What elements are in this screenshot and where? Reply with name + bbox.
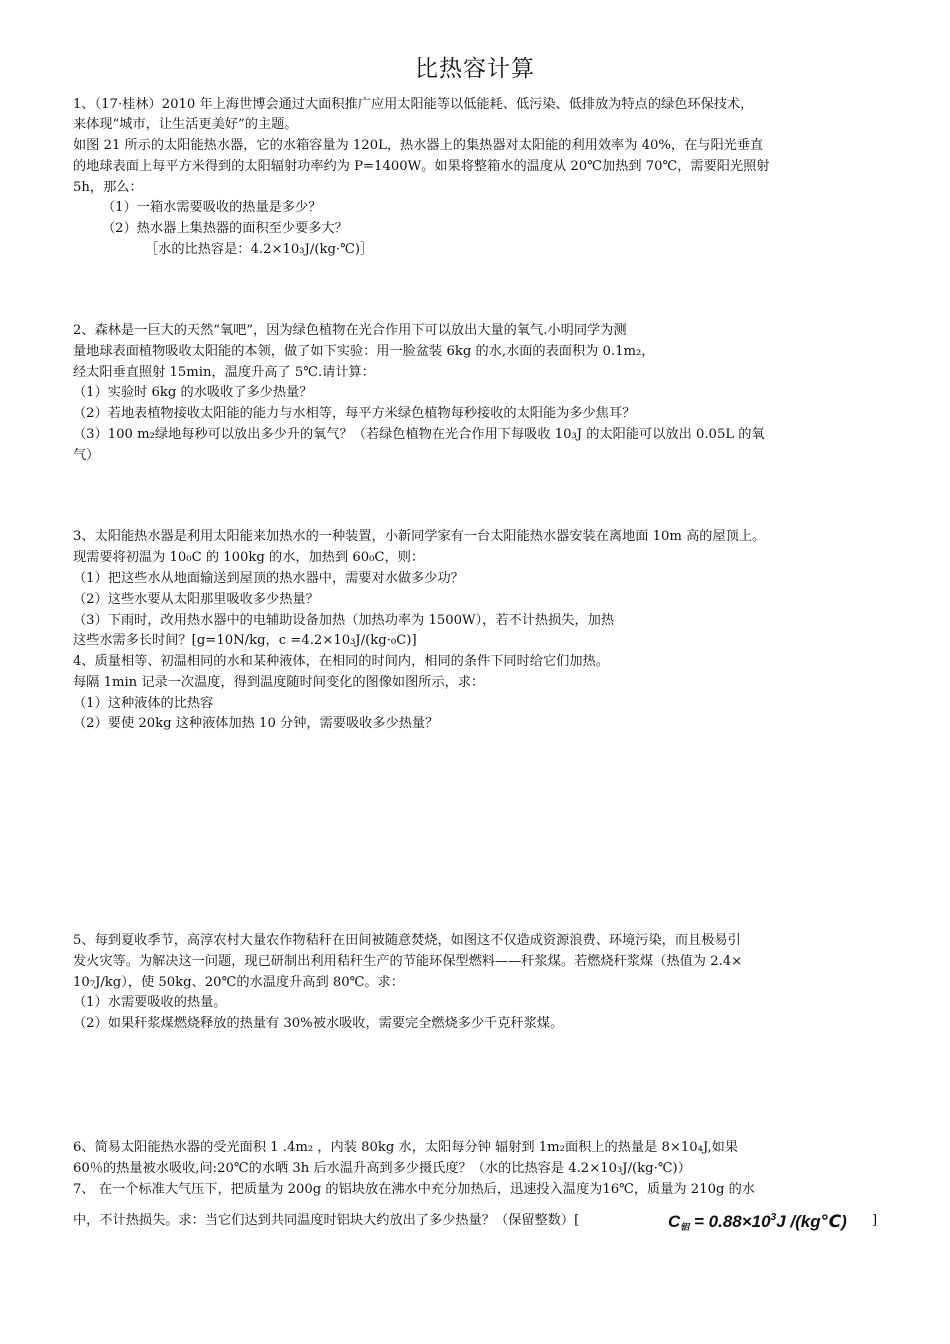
q5-line3: 10₇J/kg），使 50kg、20℃的水温度升高到 80℃。求： xyxy=(73,975,404,990)
q1-note: ［水的比热容是：4.2×10₃J/(kg·℃)］ xyxy=(145,242,374,257)
q2-line3: 经太阳垂直照射 15min，温度升高了 5℃.请计算： xyxy=(73,365,375,380)
page-title: 比热容计算 xyxy=(415,56,535,82)
q2-line1: 2、森林是一巨大的天然“氧吧”，因为绿色植物在光合作用下可以放出大量的氧气.小明同学为测 xyxy=(73,323,627,338)
q1-line5: 5h，那么： xyxy=(73,180,143,195)
q2-sub2: （2）若地表植物接收太阳能的能力与水相等，每平方米绿色植物每秒接收的太阳能为多少焦耳？ xyxy=(73,406,636,421)
formula-c: C xyxy=(668,1212,681,1231)
q2-line2: 量地球表面植物吸收太阳能的本领，做了如下实验：用一脸盆装 6kg 的水,水面的表面积为 0.1m₂， xyxy=(73,344,655,359)
q5-sub2: （2）如果秆浆煤燃烧释放的热量有 30%被水吸收，需要完全燃烧多少千克秆浆煤。 xyxy=(73,1016,564,1031)
q1-sub2: （2）热水器上集热器的面积至少要多大？ xyxy=(102,221,348,236)
q3-sub2: （2）这些水要从太阳那里吸收多少热量？ xyxy=(73,592,319,607)
formula-subscript: 铝 xyxy=(680,1222,690,1232)
q1-line2: 来体现“城市，让生活更美好”的主题。 xyxy=(73,117,298,132)
aluminum-specific-heat-formula xyxy=(668,1208,847,1237)
q3-line2: 现需要将初温为 10₀C 的 100kg 的水，加热到 60₀C，则： xyxy=(73,550,425,565)
q1-line4: 的地球表面上每平方米得到的太阳辐射功率约为 P=1400W。如果将整箱水的温度从 20℃加热到 70℃，需要阳光照射 xyxy=(73,159,770,174)
q3-sub3b: 这些水需多长时间？[g=10N/kg，c =4.2×10₃J/(kg·₀C)] xyxy=(73,633,417,648)
formula-exponent: 3 xyxy=(770,1212,777,1223)
q6-line1: 6、简易太阳能热水器的受光面积 1 .4m₂ ，内装 80kg 水，太阳每分钟 辐射到 1m₂面积上的热量是 8×10₄J,如果 xyxy=(73,1140,739,1155)
q4-sub2: （2）要使 20kg 这种液体加热 10 分钟，需要吸收多少热量？ xyxy=(73,716,439,731)
q6-line2: 60％的热量被水吸收,问:20℃的水晒 3h 后水温升高到多少摄氏度？（水的比热容是 4.2×10₃J/(kg·℃)） xyxy=(73,1161,691,1176)
q1-sub1: （1）一箱水需要吸收的热量是多少？ xyxy=(102,200,322,215)
q7-line2: 中，不计热损失。求：当它们达到共同温度时铝块大约放出了多少热量？（保留整数）[ xyxy=(73,1213,580,1228)
q4-line2: 每隔 1min 记录一次温度，得到温度随时间变化的图像如图所示，求： xyxy=(73,675,485,690)
q1-line1: 1、（17·桂林）2010 年上海世博会通过大面积推广应用太阳能等以低能耗、低污染、低排放为特点的绿色环保技术， xyxy=(73,97,754,112)
q3-line1: 3、太阳能热水器是利用太阳能来加热水的一种装置，小新同学家有一台太阳能热水器安装在离地面 10m 高的屋顶上。 xyxy=(73,529,766,544)
q7-line1: 7、 在一个标准大气压下，把质量为 200g 的铝块放在沸水中充分加热后，迅速投入温度为16℃，质量为 210g 的水 xyxy=(73,1182,755,1197)
q4-line1: 4、质量相等、初温相同的水和某种液体，在相同的时间内，相同的条件下同时给它们加热。 xyxy=(73,654,609,669)
q5-sub1: （1）水需要吸收的热量。 xyxy=(73,995,227,1010)
formula-main: = 0.88×10 xyxy=(689,1212,771,1231)
q2-sub1: （1）实验时 6kg 的水吸收了多少热量？ xyxy=(73,385,313,400)
q5-line2: 发火灾等。为解决这一问题，现已研制出利用秸秆生产的节能环保型燃料——秆浆煤。若燃烧秆浆煤（热值为 2.4× xyxy=(73,954,743,969)
q4-sub1: （1）这种液体的比热容 xyxy=(73,696,214,711)
q5-line1: 5、每到夏收季节，高淳农村大量农作物秸秆在田间被随意焚烧，如图这不仅造成资源浪费、环境污染，而且极易引 xyxy=(73,933,741,948)
q1-line3: 如图 21 所示的太阳能热水器，它的水箱容量为 120L，热水器上的集热器对太阳能的利用效率为 40%，在与阳光垂直 xyxy=(73,138,764,153)
q7-bracket-close: ] xyxy=(872,1213,878,1228)
q3-sub3a: （3）下雨时，改用热水器中的电辅助设备加热（加热功率为 1500W），若不计热损失，加热 xyxy=(73,613,615,628)
q2-sub3a: （3）100 m₂绿地每秒可以放出多少升的氧气？（若绿色植物在光合作用下每吸收 10₃J 的太阳能可以放出 0.05L 的氧 xyxy=(73,427,765,442)
q2-sub3b: 气） xyxy=(73,448,100,463)
q3-sub1: （1）把这些水从地面输送到屋顶的热水器中，需要对水做多少功？ xyxy=(73,571,464,586)
formula-unit: J /(kg℃) xyxy=(776,1212,847,1231)
